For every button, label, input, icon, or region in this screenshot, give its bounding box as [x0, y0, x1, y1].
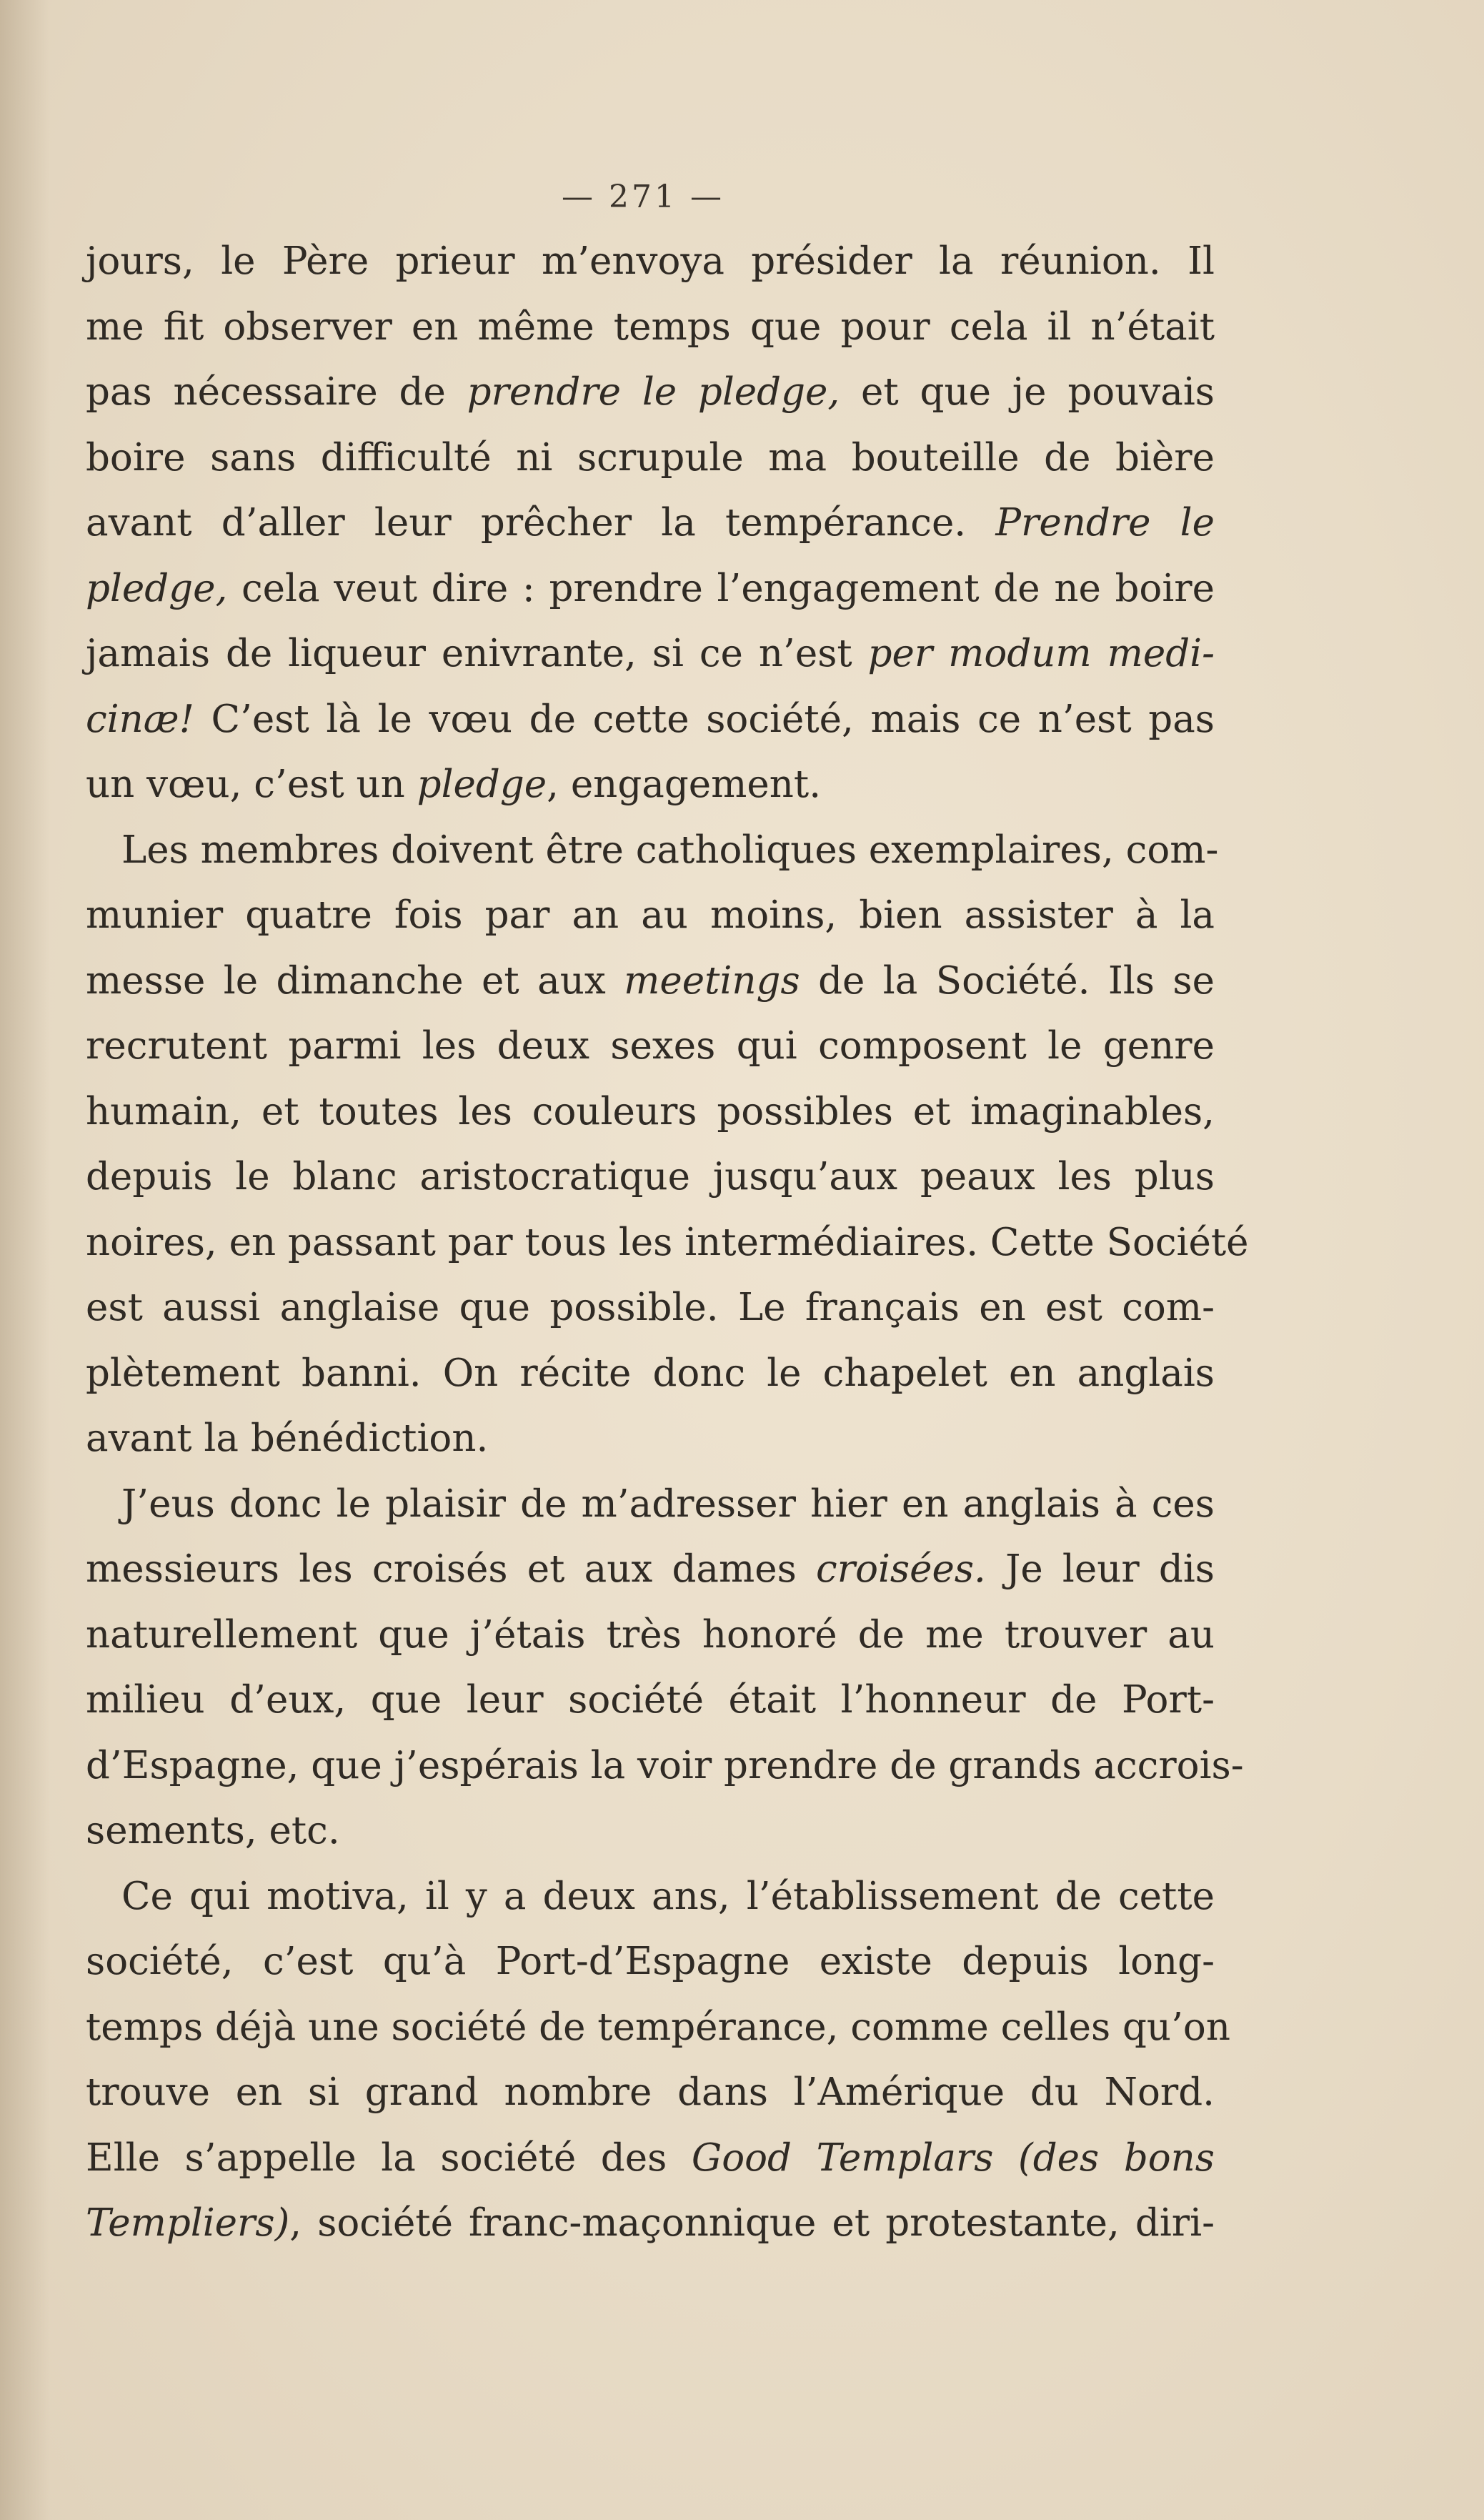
text-run: recrutent parmi les deux sexes qui composent le genre — [86, 1024, 1215, 1068]
text-line — [86, 818, 1219, 883]
italic-text: Good Templars (des bons — [691, 2135, 1215, 2180]
text-run: jamais de liqueur enivrante, si ce n’est — [86, 632, 868, 675]
text-run: et que je pouvais — [840, 370, 1215, 414]
text-run: est aussi anglaise que possible. Le français en est com- — [86, 1286, 1215, 1329]
italic-text: cinæ! — [86, 697, 194, 741]
text-line — [86, 1341, 1215, 1407]
text-line — [86, 294, 1215, 360]
text-run: avant la bénédiction. — [86, 1417, 489, 1460]
italic-text: meetings — [624, 958, 800, 1003]
text-run: messieurs les croisés et aux dames — [86, 1547, 817, 1591]
text-run: depuis le blanc aristocratique jusqu’aux peaux les plus — [86, 1155, 1215, 1199]
text-line — [86, 2060, 1215, 2125]
text-run: munier quatre fois par an au moins, bien assister à la — [86, 893, 1215, 937]
text-run: J’eus donc le plaisir de m’adresser hier en anglais à ces — [121, 1482, 1215, 1526]
text-run: temps déjà une société de tempérance, comme celles qu’on — [86, 2005, 1230, 2049]
text-run: C’est là le vœu de cette société, mais ce n’est pas — [194, 697, 1215, 741]
text-run: me fit observer en même temps que pour cela il n’était — [86, 304, 1215, 349]
text-run: cela veut dire : prendre l’engagement de ne boire — [227, 566, 1215, 610]
text-line — [86, 1798, 1215, 1864]
text-line — [86, 2125, 1215, 2191]
text-line — [86, 1864, 1215, 1930]
text-line — [86, 1144, 1215, 1210]
text-line — [86, 1929, 1215, 1995]
text-line — [86, 1667, 1215, 1733]
text-run: , société franc-maçonnique et protestante, diri- — [289, 2201, 1215, 2245]
text-run: d’Espagne, que j’espérais la voir prendre de grands accrois- — [86, 1743, 1244, 1787]
text-run: boire sans difficulté ni scrupule ma bouteille de bière — [86, 435, 1215, 480]
text-run: Ce qui motiva, il y a deux ans, l’établissement de cette — [121, 1874, 1215, 1918]
italic-text: pledge, — [86, 566, 228, 610]
text-line — [86, 621, 1215, 687]
body-text — [86, 229, 1249, 2256]
text-run: sements, etc. — [86, 1809, 340, 1852]
text-line — [86, 1537, 1215, 1602]
text-run: noires, en passant par tous les intermédiaires. Cette Société — [86, 1220, 1249, 1264]
text-line — [86, 1210, 1249, 1276]
text-run: Elle s’appelle la société des — [86, 2135, 692, 2180]
text-line — [86, 1602, 1215, 1668]
page-number: — 271 — — [562, 179, 724, 215]
text-run: jours, le Père prieur m’envoya présider la réunion. Il — [86, 239, 1215, 283]
text-line — [86, 2191, 1215, 2256]
italic-text: croisées. — [816, 1547, 986, 1591]
text-run: un vœu, c’est un — [86, 763, 417, 806]
italic-text: per modum medi- — [867, 632, 1215, 675]
text-line — [86, 1275, 1215, 1341]
text-line — [86, 1733, 1244, 1799]
text-line — [86, 490, 1215, 556]
italic-text: prendre le pledge, — [467, 370, 840, 414]
text-line — [86, 1472, 1215, 1537]
text-line — [86, 948, 1215, 1014]
text-run: de la Société. Ils se — [800, 958, 1215, 1003]
text-run: pas nécessaire de — [86, 370, 467, 414]
spine-shadow — [0, 0, 50, 2520]
text-line — [86, 1406, 1215, 1472]
text-run: humain, et toutes les couleurs possibles et imaginables, — [86, 1089, 1215, 1133]
text-line — [86, 229, 1215, 294]
text-line — [86, 1079, 1215, 1145]
text-line — [86, 359, 1215, 425]
text-run: plètement banni. On récite donc le chapelet en anglais — [86, 1351, 1215, 1395]
text-run: avant d’aller leur prêcher la tempérance. — [86, 501, 996, 545]
text-run: , engagement. — [547, 763, 822, 806]
text-line — [86, 1995, 1230, 2060]
text-run: milieu d’eux, que leur société était l’honneur de Port- — [86, 1678, 1215, 1722]
text-line — [86, 883, 1215, 948]
text-line — [86, 752, 1215, 818]
text-run: trouve en si grand nombre dans l’Amérique du Nord. — [86, 2070, 1215, 2114]
text-run: messe le dimanche et aux — [86, 958, 624, 1003]
italic-text: pledge — [417, 763, 547, 806]
text-run: Je leur dis — [985, 1547, 1215, 1591]
text-line — [86, 556, 1215, 622]
text-line — [86, 687, 1215, 753]
text-run: Les membres doivent être catholiques exemplaires, com- — [121, 828, 1219, 872]
text-line — [86, 1013, 1215, 1079]
text-line — [86, 425, 1215, 491]
text-run: naturellement que j’étais très honoré de me trouver au — [86, 1612, 1215, 1657]
text-run: société, c’est qu’à Port-d’Espagne existe depuis long- — [86, 1940, 1215, 1983]
italic-text: Prendre le — [995, 501, 1215, 545]
italic-text: Templiers) — [86, 2201, 290, 2245]
